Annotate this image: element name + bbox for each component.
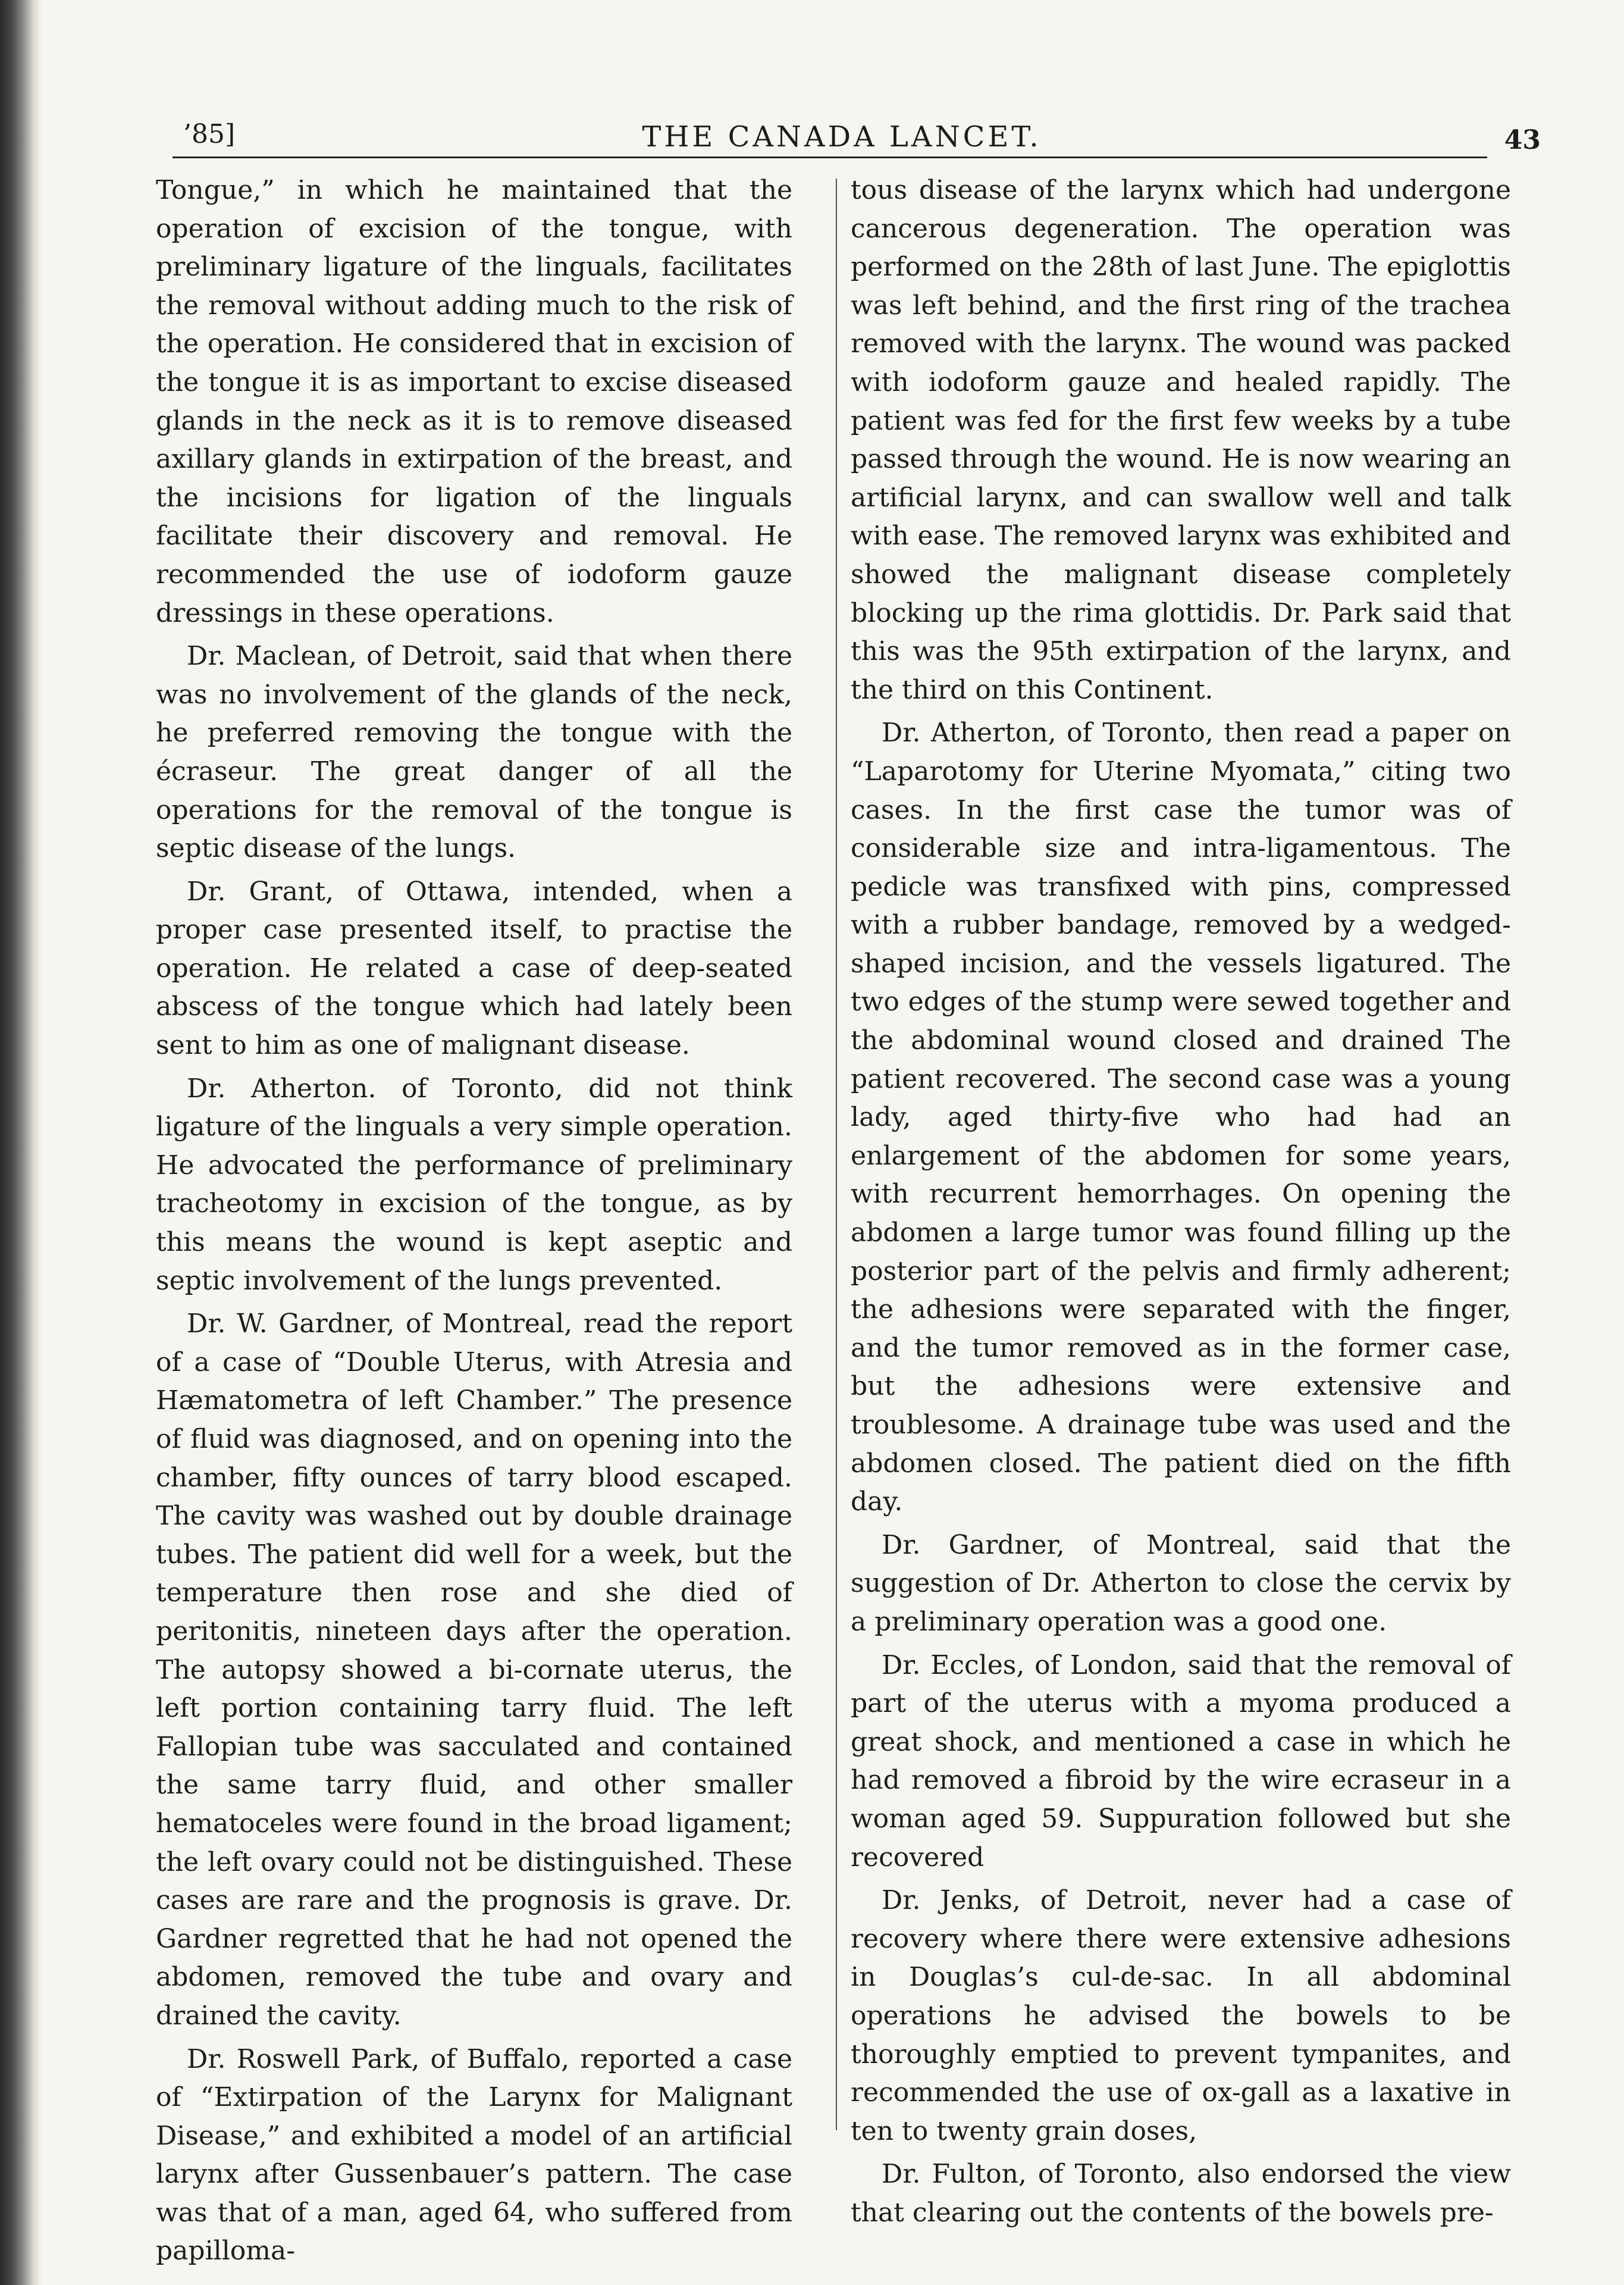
left-column [156,171,792,2271]
column-divider [836,179,837,2130]
journal-title: THE CANADA LANCET. [642,120,1042,154]
paragraph: Dr. W. Gardner, of Montreal, read the report of a case of “Double Uterus, with Atresia and Hæmatometra of left Chamber.” The presence of fluid was diagnosed, and on opening into the chamber, fifty ounces of tarry blood escaped. The cavity was washed out by double drainage tubes. The patient did well for a week, but the temperature then rose and she died of peritonitis, nineteen days after the operation. The autopsy showed a bi-cornate uterus, the left portion containing tarry fluid. The left Fallopian tube was sacculated and contained the same tarry fluid, and other smaller hematoceles were found in the broad ligament; the left ovary could not be distinguished. These cases are rare and the prognosis is grave. Dr. Gardner regretted that he had not opened the abdomen, removed the tube and ovary and drained the cavity. [156,1309,792,2031]
paragraph: Dr. Atherton, of Toronto, then read a paper on “Laparotomy for Uterine Myomata,” citing two cases. In the first case the tumor was of considerable size and intra-ligamentous. The pedicle was transfixed with pins, compressed with a rubber bandage, removed by a wedged-shaped incision, and the vessels ligatured. The two edges of the stump were sewed together and the abdominal wound closed and drained The patient recovered. The second case was a young lady, aged thirty-five who had had an enlargement of the abdomen for some years, with recurrent hemorrhages. On opening the abdomen a large tumor was found filling up the posterior part of the pelvis and firmly adherent; the adhesions were separated with the finger, and the tumor removed as in the former case, but the adhesions were extensive and troublesome. A drainage tube was used and the abdomen closed. The patient died on the fifth day. [851,718,1511,1517]
right-column [851,171,1511,2232]
paragraph: Dr. Jenks, of Detroit, never had a case of recovery where there were extensive adhesions in Douglas’s cul-de-sac. In all abdominal operations he advised the bowels to be thoroughly emptied to prevent tympanites, and recommended the use of ox-gall as a laxative in ten to twenty grain doses, [851,1885,1511,2146]
page-number: 43 [1504,125,1541,155]
paragraph: Tongue,” in which he maintained that the operation of excision of the tongue, with preliminary ligature of the linguals, facilitates the removal without adding much to the risk of the operation. He considered that in excision of the tongue it is as important to excise diseased glands in the neck as it is to remove diseased axillary glands in extirpation of the breast, and the incisions for ligation of the linguals facilitate their discovery and removal. He recommended the use of iodoform gauze dressings in these operations. [156,175,792,628]
paragraph: tous disease of the larynx which had undergone cancerous degeneration. The operation was performed on the 28th of last June. The epiglottis was left behind, and the first ring of the trachea removed with the larynx. The wound was packed with iodoform gauze and healed rapidly. The patient was fed for the first few weeks by a tube passed through the wound. He is now wearing an artificial larynx, and can swallow well and talk with ease. The removed larynx was exhibited and showed the malignant disease completely blocking up the rima glottidis. Dr. Park said that this was the 95th extirpation of the larynx, and the third on this Continent. [851,175,1511,705]
paragraph: Dr. Gardner, of Montreal, said that the suggestion of Dr. Atherton to close the cervix by a preliminary operation was a good one. [851,1529,1511,1637]
paragraph: Dr. Grant, of Ottawa, intended, when a proper case presented itself, to practise the operation. He related a case of deep-seated abscess of the tongue which had lately been sent to him as one of malignant disease. [156,876,792,1061]
book-binding-shadow [0,0,42,2285]
paragraph: Dr. Roswell Park, of Buffalo, reported a case of “Extirpation of the Larynx for Malignant Disease,” and exhibited a model of an artificial larynx after Gussenbauer’s pattern. The case was that of a man, aged 64, who suffered from papilloma- [156,2043,792,2267]
paragraph: Dr. Maclean, of Detroit, said that when there was no involvement of the glands of the neck, he preferred removing the tongue with the écraseur. The great danger of all the operations for the removal of the tongue is septic disease of the lungs. [156,641,792,864]
header-year: ’85] [183,119,236,149]
paragraph: Dr. Eccles, of London, said that the removal of part of the uterus with a myoma produced a great shock, and mentioned a case in which he had removed a fibroid by the wire ecraseur in a woman aged 59. Suppuration followed but she recovered [851,1649,1511,1873]
header-rule [173,156,1487,158]
paragraph: Dr. Atherton. of Toronto, did not think ligature of the linguals a very simple operation. He advocated the performance of preliminary tracheotomy in excision of the tongue, as by this means the wound is kept aseptic and septic involvement of the lungs prevented. [156,1073,792,1296]
paragraph: Dr. Fulton, of Toronto, also endorsed the view that clearing out the contents of the bowels pre- [851,2159,1511,2228]
running-header [173,119,1541,161]
